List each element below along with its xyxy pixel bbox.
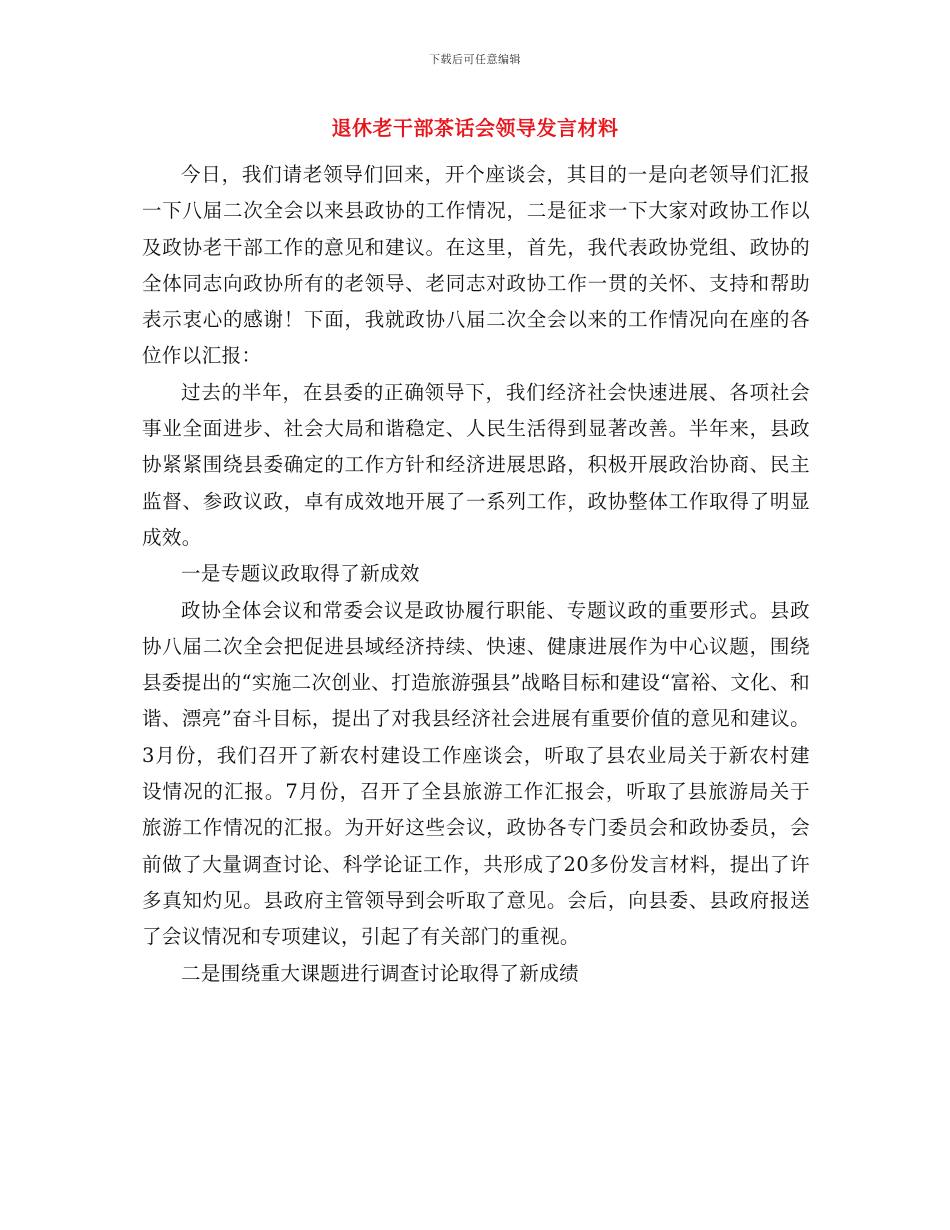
section-heading-one: 一是专题议政取得了新成效 (181, 562, 420, 586)
document-body (142, 157, 810, 992)
paragraph-intro: 今日，我们请老领导们回来，开个座谈会，其目的一是向老领导们汇报一下八届二次全会以来县政协的工作情况，二是征求一下大家对政协工作以及政协老干部工作的意见和建议。在这里，首先，我代表政协党组、政协的全体同志向政协所有的老领导、老同志对政协工作一贯的关怀、支持和帮助表示衷心的感谢！下面，我就政协八届二次全会以来的工作情况向在座的各位作以汇报： (142, 163, 810, 368)
document-title: 退休老干部茶话会领导发言材料 (331, 116, 619, 140)
page-header-note: 下载后可任意编辑 (429, 53, 521, 66)
paragraph-half-year-review: 过去的半年，在县委的正确领导下，我们经济社会快速进展、各项社会事业全面进步、社会大局和谐稳定、人民生活得到显著改善。半年来，县政协紧紧围绕县委确定的工作方针和经济进展思路，积极开展政治协商、民主监督、参政议政，卓有成效地开展了一系列工作，政协整体工作取得了明显成效。 (142, 380, 810, 549)
paragraph-special-topic: 政协全体会议和常委会议是政协履行职能、专题议政的重要形式。县政协八届二次全会把促进县域经济持续、快速、健康进展作为中心议题，围绕县委提出的“实施二次创业、打造旅游强县”战略目标和建设“富裕、文化、和谐、漂亮”奋斗目标，提出了对我县经济社会进展有重要价值的意见和建议。3月份，我们召开了新农村建设工作座谈会，听取了县农业局关于新农村建设情况的汇报。7月份，召开了全县旅游工作汇报会，听取了县旅游局关于旅游工作情况的汇报。为开好这些会议，政协各专门委员会和政协委员，会前做了大量调查讨论、科学论证工作，共形成了20多份发言材料，提出了许多真知灼见。县政府主管领导到会听取了意见。会后，向县委、县政府报送了会议情况和专项建议，引起了有关部门的重视。 (142, 598, 810, 949)
section-heading-two: 二是围绕重大课题进行调查讨论取得了新成绩 (181, 961, 580, 985)
